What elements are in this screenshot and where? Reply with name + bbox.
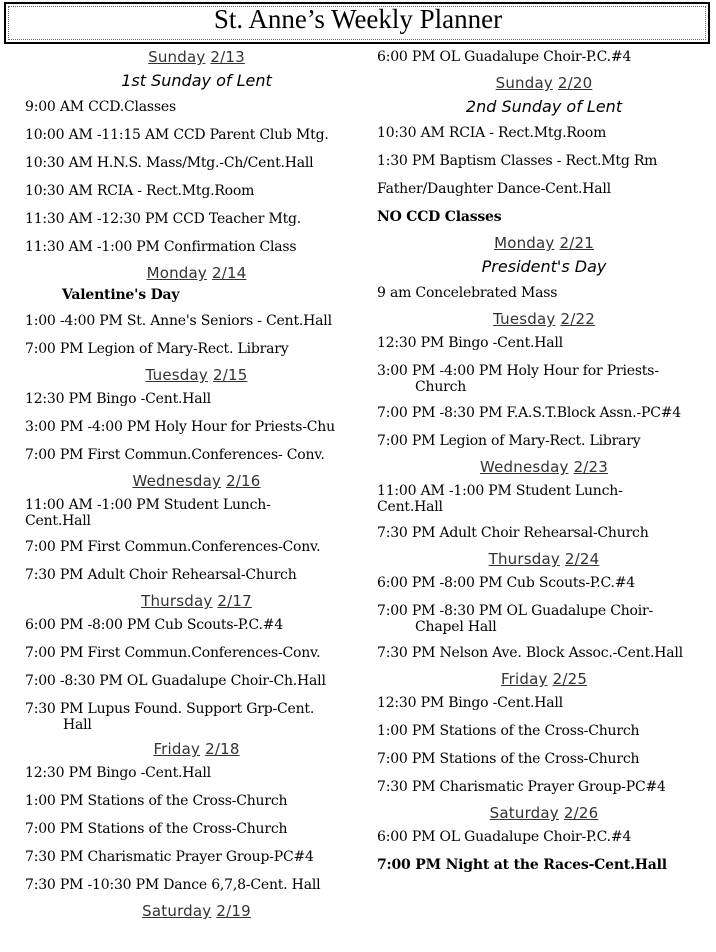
event-text: 7:00 -8:30 PM OL Guadalupe Choir-Ch.Hall bbox=[25, 673, 326, 689]
day-name: Monday bbox=[494, 234, 555, 252]
event-text: Father/Daughter Dance-Cent.Hall bbox=[377, 181, 611, 197]
day-date: 2/18 bbox=[205, 740, 240, 758]
day-heading bbox=[376, 308, 712, 330]
day-name: Saturday bbox=[489, 804, 559, 822]
day-name: Tuesday bbox=[493, 310, 556, 328]
day-heading bbox=[24, 46, 369, 68]
event-entry bbox=[24, 94, 369, 122]
event-entry bbox=[24, 640, 369, 668]
day-date: 2/13 bbox=[210, 48, 245, 66]
event-text: 7:30 PM Charismatic Prayer Group-PC#4 bbox=[377, 779, 666, 795]
day-heading bbox=[24, 900, 369, 922]
day-date: 2/17 bbox=[217, 592, 252, 610]
event-text: 1:30 PM Baptism Classes - Rect.Mtg Rm bbox=[377, 153, 658, 169]
event-entry bbox=[376, 640, 712, 668]
event-text: 10:00 AM -11:15 AM CCD Parent Club Mtg. bbox=[25, 127, 329, 143]
event-entry bbox=[376, 176, 712, 204]
event-text-continued: Cent.Hall bbox=[377, 499, 443, 515]
event-text: 7:00 PM -8:30 PM F.A.S.T.Block Assn.-PC#4 bbox=[377, 405, 681, 421]
day-date: 2/15 bbox=[212, 366, 248, 384]
event-text: 12:30 PM Bingo -Cent.Hall bbox=[377, 335, 563, 351]
day-date: 2/26 bbox=[563, 804, 599, 822]
event-entry bbox=[24, 308, 369, 336]
event-text: 7:00 PM Legion of Mary-Rect. Library bbox=[377, 433, 641, 449]
event-text: 1:00 PM Stations of the Cross-Church bbox=[377, 723, 640, 739]
event-text: 11:00 AM -1:00 PM Student Lunch- bbox=[25, 497, 271, 513]
event-text: 7:00 PM Legion of Mary-Rect. Library bbox=[25, 341, 289, 357]
event-text: 10:30 AM H.N.S. Mass/Mtg.-Ch/Cent.Hall bbox=[25, 155, 314, 171]
page-title: St. Anne’s Weekly Planner bbox=[213, 4, 503, 34]
event-entry bbox=[24, 534, 369, 562]
event-entry bbox=[376, 598, 712, 640]
day-name: Sunday bbox=[495, 74, 553, 92]
day-heading bbox=[376, 72, 712, 94]
event-entry bbox=[376, 824, 712, 852]
day-heading bbox=[24, 738, 369, 760]
event-text: 9:00 AM CCD.Classes bbox=[25, 99, 176, 115]
event-entry bbox=[24, 668, 369, 696]
event-entry bbox=[376, 690, 712, 718]
event-entry bbox=[24, 206, 369, 234]
day-date: 2/24 bbox=[564, 550, 600, 568]
event-entry bbox=[24, 612, 369, 640]
event-text: 7:00 PM First Commun.Conferences-Conv. bbox=[25, 645, 321, 661]
event-entry bbox=[24, 150, 369, 178]
event-text: 3:00 PM -4:00 PM Holy Hour for Priests-Chu bbox=[25, 419, 335, 435]
event-text: 7:00 PM First Commun.Conferences-Conv. bbox=[25, 539, 321, 555]
event-entry bbox=[376, 330, 712, 358]
event-text-continued: Cent.Hall bbox=[25, 513, 91, 529]
event-text: 6:00 PM OL Guadalupe Choir-P.C.#4 bbox=[377, 829, 632, 845]
event-text-continued: Church bbox=[415, 379, 467, 395]
event-text: 6:00 PM -8:00 PM Cub Scouts-P.C.#4 bbox=[377, 575, 636, 591]
event-text: NO CCD Classes bbox=[377, 209, 502, 225]
event-text-continued: Hall bbox=[63, 717, 92, 733]
event-entry bbox=[376, 358, 712, 400]
event-entry bbox=[376, 746, 712, 774]
event-entry bbox=[24, 562, 369, 590]
day-heading bbox=[24, 470, 369, 492]
event-text: 7:30 PM Adult Choir Rehearsal-Church bbox=[25, 567, 297, 583]
event-entry bbox=[376, 852, 712, 880]
observance-note: Valentine's Day bbox=[62, 287, 180, 303]
event-entry bbox=[376, 520, 712, 548]
event-entry: 6:00 PM OL Guadalupe Choir-P.C.#4 bbox=[377, 49, 632, 65]
day-date: 2/14 bbox=[211, 264, 247, 282]
event-entry bbox=[376, 478, 712, 520]
event-text: 7:00 PM Night at the Races-Cent.Hall bbox=[377, 857, 667, 873]
day-heading bbox=[24, 590, 369, 612]
event-text: 9 am Concelebrated Mass bbox=[377, 285, 558, 301]
event-text: 7:30 PM Adult Choir Rehearsal-Church bbox=[377, 525, 649, 541]
event-entry bbox=[376, 774, 712, 802]
event-entry bbox=[376, 718, 712, 746]
event-text: 7:30 PM Nelson Ave. Block Assoc.-Cent.Hall bbox=[377, 645, 683, 661]
event-text: 7:30 PM Charismatic Prayer Group-PC#4 bbox=[25, 849, 314, 865]
day-date: 2/20 bbox=[557, 74, 593, 92]
event-entry bbox=[24, 178, 369, 206]
day-heading bbox=[376, 232, 712, 254]
event-text: 7:30 PM Lupus Found. Support Grp-Cent. bbox=[25, 701, 315, 717]
event-entry bbox=[24, 122, 369, 150]
day-name: Friday bbox=[500, 670, 548, 688]
day-heading bbox=[376, 668, 712, 690]
event-text: 11:30 AM -12:30 PM CCD Teacher Mtg. bbox=[25, 211, 302, 227]
event-entry bbox=[24, 696, 369, 738]
left-column bbox=[24, 46, 369, 922]
event-entry bbox=[376, 204, 712, 232]
day-name: Thursday bbox=[488, 550, 560, 568]
event-entry bbox=[24, 788, 369, 816]
event-entry bbox=[24, 872, 369, 900]
event-text: 12:30 PM Bingo -Cent.Hall bbox=[377, 695, 563, 711]
event-text: 7:30 PM -10:30 PM Dance 6,7,8-Cent. Hall bbox=[25, 877, 321, 893]
observance-title: 2nd Sunday of Lent bbox=[465, 97, 623, 116]
event-entry bbox=[376, 400, 712, 428]
day-date: 2/21 bbox=[559, 234, 594, 252]
event-entry bbox=[24, 844, 369, 872]
event-text: 12:30 PM Bingo -Cent.Hall bbox=[25, 391, 211, 407]
event-entry bbox=[376, 280, 712, 308]
day-name: Saturday bbox=[142, 902, 212, 920]
event-entry bbox=[24, 816, 369, 844]
day-heading bbox=[376, 456, 712, 478]
day-heading bbox=[24, 262, 369, 284]
event-entry bbox=[24, 386, 369, 414]
event-entry bbox=[376, 570, 712, 598]
event-entry bbox=[24, 234, 369, 262]
event-text: 7:00 PM Stations of the Cross-Church bbox=[377, 751, 640, 767]
day-name: Thursday bbox=[141, 592, 213, 610]
day-heading bbox=[24, 364, 369, 386]
event-text: 10:30 AM RCIA - Rect.Mtg.Room bbox=[25, 183, 255, 199]
event-entry bbox=[24, 414, 369, 442]
day-name: Tuesday bbox=[145, 366, 208, 384]
event-text: 11:30 AM -1:00 PM Confirmation Class bbox=[25, 239, 297, 255]
observance-title: 1st Sunday of Lent bbox=[121, 71, 272, 90]
event-entry bbox=[376, 148, 712, 176]
event-text: 1:00 PM Stations of the Cross-Church bbox=[25, 793, 288, 809]
event-entry bbox=[24, 760, 369, 788]
day-date: 2/22 bbox=[560, 310, 595, 328]
day-date: 2/19 bbox=[216, 902, 251, 920]
event-text: 7:00 PM -8:30 PM OL Guadalupe Choir- bbox=[377, 603, 654, 619]
day-name: Sunday bbox=[148, 48, 206, 66]
day-name: Wednesday bbox=[479, 458, 569, 476]
event-text: 7:00 PM First Commun.Conferences- Conv. bbox=[25, 447, 325, 463]
event-entry bbox=[24, 336, 369, 364]
day-name: Friday bbox=[153, 740, 201, 758]
event-text: 12:30 PM Bingo -Cent.Hall bbox=[25, 765, 211, 781]
day-heading bbox=[376, 548, 712, 570]
event-text: 7:00 PM Stations of the Cross-Church bbox=[25, 821, 288, 837]
event-text: 1:00 -4:00 PM St. Anne's Seniors - Cent.Hall bbox=[25, 313, 332, 329]
day-heading bbox=[376, 802, 712, 824]
day-name: Monday bbox=[146, 264, 207, 282]
event-text: 6:00 PM -8:00 PM Cub Scouts-P.C.#4 bbox=[25, 617, 284, 633]
event-entry bbox=[376, 120, 712, 148]
event-text-continued: Chapel Hall bbox=[415, 619, 497, 635]
event-entry bbox=[24, 442, 369, 470]
event-text: 10:30 AM RCIA - Rect.Mtg.Room bbox=[377, 125, 607, 141]
event-entry bbox=[376, 428, 712, 456]
day-name: Wednesday bbox=[132, 472, 222, 490]
event-text: 11:00 AM -1:00 PM Student Lunch- bbox=[377, 483, 623, 499]
day-date: 2/16 bbox=[226, 472, 261, 490]
observance-title: President's Day bbox=[481, 257, 607, 276]
event-text: 3:00 PM -4:00 PM Holy Hour for Priests- bbox=[377, 363, 659, 379]
right-column bbox=[376, 46, 712, 880]
day-date: 2/23 bbox=[573, 458, 609, 476]
event-entry bbox=[24, 492, 369, 534]
day-date: 2/25 bbox=[552, 670, 588, 688]
